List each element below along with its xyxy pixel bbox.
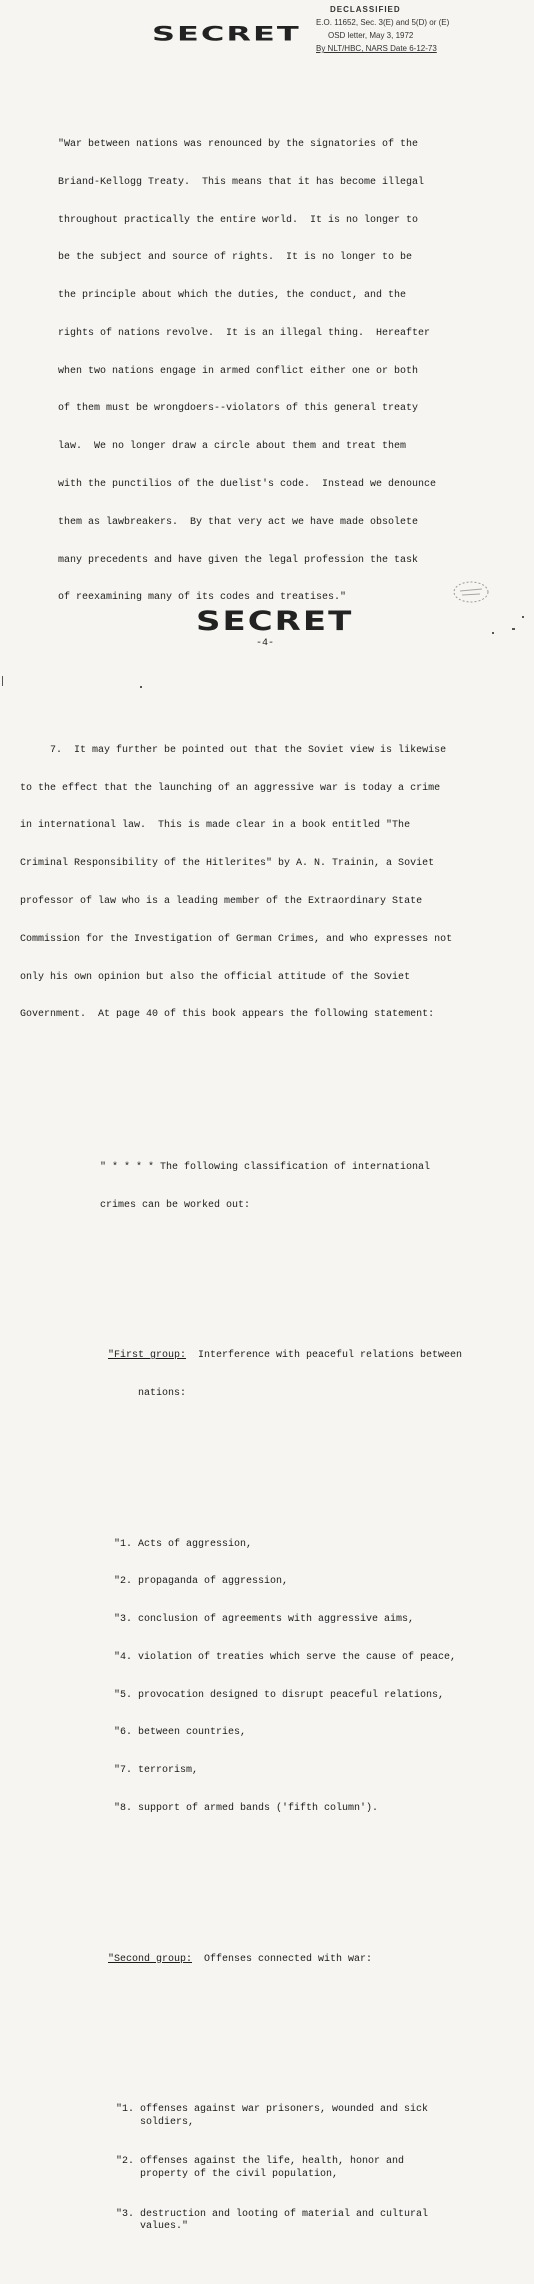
declassified-by: By NLT/HBC, NARS Date 6-12-73 bbox=[316, 44, 437, 53]
text-line: crimes can be worked out: bbox=[70, 1199, 251, 1211]
text-line: throughout practically the entire world. It is no longer to bbox=[58, 214, 419, 226]
list-item: "2. propaganda of aggression, bbox=[114, 1576, 289, 1588]
text-line: Government. At page 40 of this book appears the following statement: bbox=[20, 1009, 435, 1021]
page-number: -4- bbox=[256, 638, 275, 649]
bottom-classification-stamp: SECRET bbox=[196, 606, 354, 638]
scan-speck bbox=[140, 686, 142, 688]
text-line: to the effect that the launching of an aggressive war is today a crime bbox=[20, 782, 441, 794]
text-line: of them must be wrongdoers--violators of this general treaty bbox=[58, 403, 419, 415]
declassification-stamp bbox=[316, 3, 449, 55]
text-line: with the punctilios of the duelist's code. Instead we denounce bbox=[58, 479, 437, 490]
text-line: 7. It may further be pointed out that the Soviet view is likewise bbox=[20, 744, 447, 756]
quote-paragraph bbox=[58, 114, 508, 630]
list-item: "8. support of armed bands ('fifth column'). bbox=[114, 1802, 379, 1814]
declassified-letter: OSD letter, May 3, 1972 bbox=[328, 31, 414, 40]
list-item: "2. offenses against the life, health, honor and property of the civil population, bbox=[116, 2156, 405, 2180]
second-group-heading bbox=[108, 1928, 508, 1991]
text-line: Briand-Kellogg Treaty. This means that it has become illegal bbox=[58, 176, 425, 188]
text-line: law. We no longer draw a circle about them and treat them bbox=[58, 441, 407, 453]
document-body bbox=[20, 76, 508, 2284]
first-group-label: "First group: bbox=[108, 1350, 187, 1362]
text-line: rights of nations revolve. It is an illegal thing. Hereafter bbox=[58, 327, 431, 339]
scan-speck bbox=[492, 632, 494, 634]
text-line: "War between nations was renounced by the signatories of the bbox=[58, 138, 419, 150]
text-line: when two nations engage in armed conflict either one or both bbox=[58, 365, 419, 377]
text-line: professor of law who is a leading member of the Extraordinary State bbox=[20, 896, 423, 907]
text-line: only his own opinion but also the official attitude of the Soviet bbox=[20, 971, 411, 983]
scan-speck bbox=[2, 676, 3, 686]
first-group-text: Interference with peaceful relations between bbox=[186, 1350, 463, 1362]
list-item: "3. destruction and looting of material and cultural values." bbox=[116, 2208, 429, 2233]
declassified-authority: E.O. 11652, Sec. 3(E) and 5(D) or (E) bbox=[316, 18, 450, 27]
list-item: "4. violation of treaties which serve the cause of peace, bbox=[114, 1651, 457, 1663]
list-item: "1. offenses against war prisoners, wounded and sick soldiers, bbox=[116, 2104, 429, 2128]
classification-intro bbox=[70, 1137, 508, 1238]
text-line: Criminal Responsibility of the Hitlerites" by A. N. Trainin, a Soviet bbox=[20, 858, 435, 870]
scan-speck bbox=[512, 628, 515, 630]
list-item: "5. provocation designed to disrupt peaceful relations, bbox=[114, 1689, 445, 1701]
first-group-list bbox=[114, 1513, 508, 1840]
scan-speck bbox=[522, 616, 524, 618]
second-group-text: Offenses connected with war: bbox=[192, 1953, 373, 1965]
first-group-cont: nations: bbox=[108, 1387, 187, 1399]
list-item: "7. terrorism, bbox=[114, 1765, 199, 1777]
text-line: many precedents and have given the legal profession the task bbox=[58, 554, 419, 566]
text-line: " * * * * The following classification of international bbox=[70, 1161, 431, 1173]
list-item: "6. between countries, bbox=[114, 1727, 247, 1739]
text-line: be the subject and source of rights. It is no longer to be bbox=[58, 252, 413, 264]
paragraph-7 bbox=[20, 720, 508, 1047]
text-line: of reexamining many of its codes and treatises." bbox=[58, 592, 347, 604]
list-item: "3. conclusion of agreements with aggressive aims, bbox=[114, 1614, 415, 1626]
second-group-list bbox=[116, 2079, 508, 2259]
faint-seal-stamp bbox=[452, 579, 490, 605]
text-line: the principle about which the duties, the conduct, and the bbox=[58, 290, 407, 302]
second-group-label: "Second group: bbox=[108, 1953, 193, 1965]
text-line: Commission for the Investigation of German Crimes, and who expresses not bbox=[20, 933, 453, 945]
top-classification-stamp: SECRET bbox=[152, 22, 301, 46]
list-item: "1. Acts of aggression, bbox=[114, 1538, 253, 1550]
text-line: them as lawbreakers. By that very act we have made obsolete bbox=[58, 516, 419, 528]
first-group-heading bbox=[108, 1325, 508, 1426]
declassified-title: DECLASSIFIED bbox=[330, 5, 401, 14]
text-line: in international law. This is made clear in a book entitled "The bbox=[20, 820, 411, 832]
